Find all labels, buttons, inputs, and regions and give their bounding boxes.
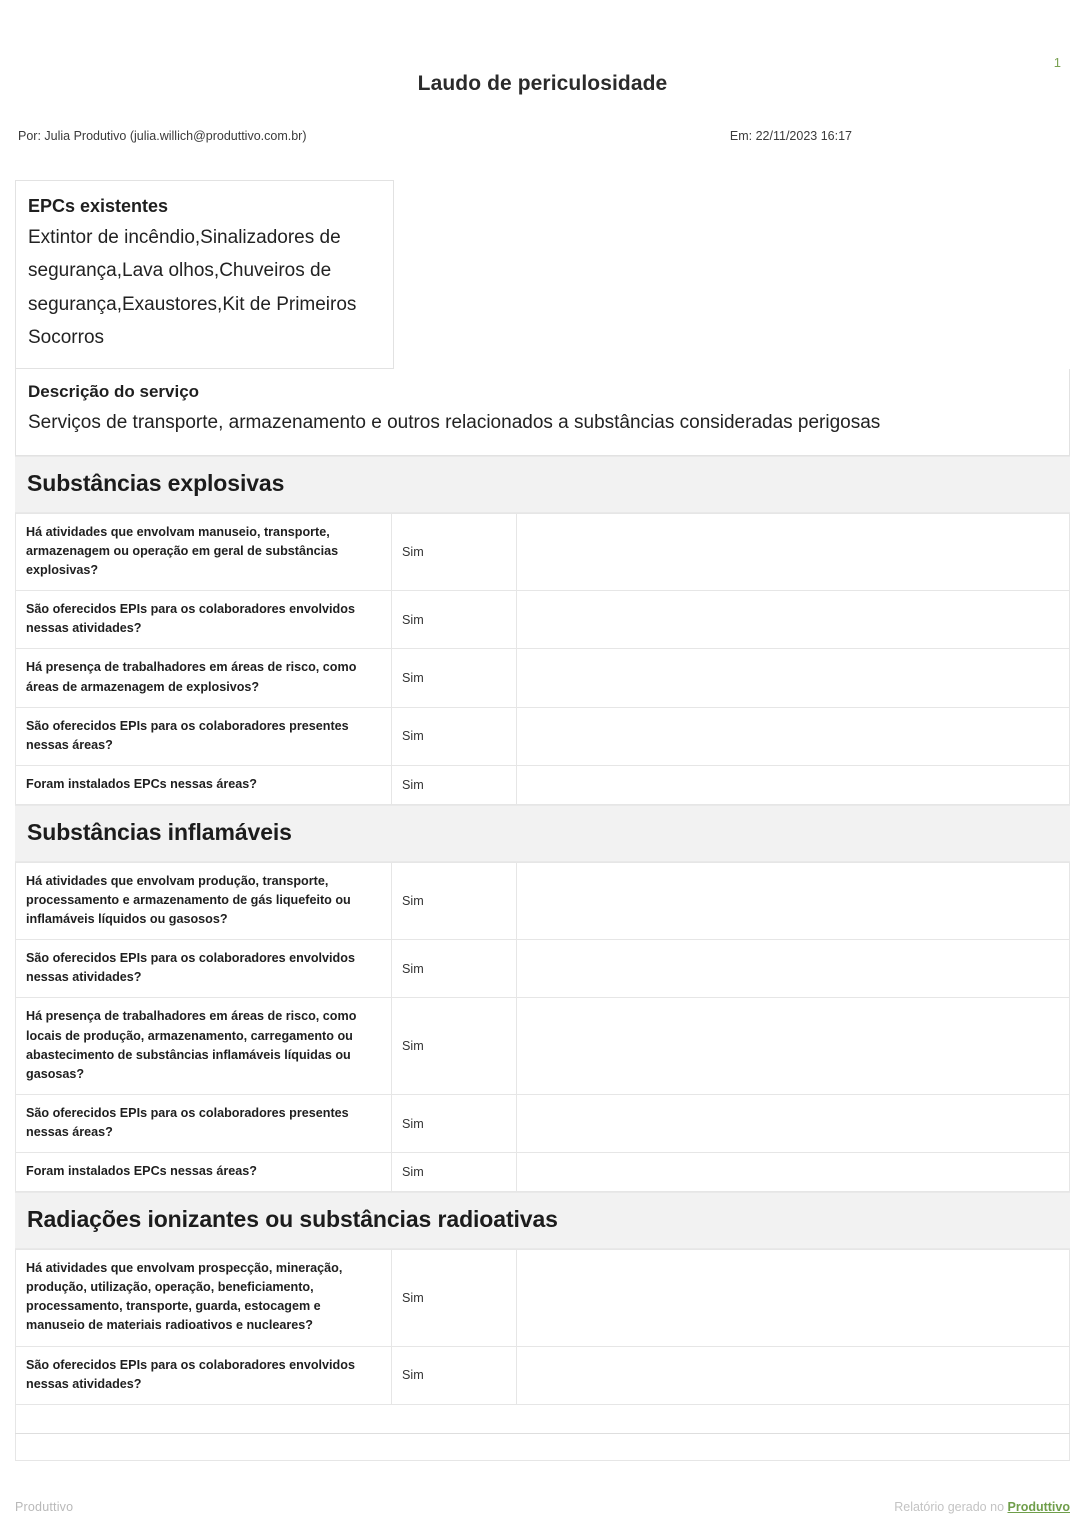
notes-cell [517,1153,1070,1192]
footer-produttivo-link[interactable]: Produttivo [1007,1500,1070,1514]
answer-cell: Sim [392,591,517,649]
table-row [16,940,1070,998]
footer-divider [15,1433,1070,1434]
answer-cell: Sim [392,766,517,805]
sections-container [15,456,1070,1405]
answer-cell: Sim [392,649,517,707]
notes-cell [517,862,1070,939]
footer-generated-prefix: Relatório gerado no [894,1500,1008,1514]
answer-cell: Sim [392,1250,517,1347]
epc-cell [16,181,394,369]
epc-label: EPCs existentes [28,196,169,216]
answer-cell: Sim [392,513,517,590]
section-title: Substâncias explosivas [27,470,285,497]
epc-value: Extintor de incêndio,Sinalizadores de segurança,Lava olhos,Chuveiros de segurança,Exaustores,Kit de Primeiros Socorros [28,227,357,348]
table-row [16,1346,1070,1404]
notes-cell [517,1095,1070,1153]
table-row [16,707,1070,765]
notes-cell [517,707,1070,765]
table-row [16,1095,1070,1153]
question-cell: São oferecidos EPIs para os colaboradores presentes nessas áreas? [16,707,392,765]
epc-empty-cell [394,181,1071,369]
page-number: 1 [1053,55,1061,70]
question-cell: Há atividades que envolvam manuseio, transporte, armazenagem ou operação em geral de substâncias explosivas? [16,513,392,590]
question-cell: Foram instalados EPCs nessas áreas? [16,766,392,805]
question-cell: São oferecidos EPIs para os colaboradores envolvidos nessas atividades? [16,1346,392,1404]
section-title: Radiações ionizantes ou substâncias radioativas [27,1206,558,1233]
question-cell: São oferecidos EPIs para os colaboradores envolvidos nessas atividades? [16,591,392,649]
section-title: Substâncias inflamáveis [27,819,292,846]
table-row [16,862,1070,939]
question-cell: Há presença de trabalhadores em áreas de risco, como áreas de armazenagem de explosivos? [16,649,392,707]
table-row [16,998,1070,1095]
service-description-block [15,369,1070,456]
question-cell: São oferecidos EPIs para os colaboradores presentes nessas áreas? [16,1095,392,1153]
document-meta [0,96,1085,143]
document-content [0,180,1085,1461]
question-cell: Há presença de trabalhadores em áreas de risco, como locais de produção, armazenamento, carregamento ou abastecimento de substâncias inflamáveis líquidas ou gasosas? [16,998,392,1095]
table-row [16,1153,1070,1192]
section-header [15,456,1070,513]
footer-generated-note [894,1500,1070,1514]
question-answer-table [15,513,1070,805]
question-answer-table [15,1249,1070,1405]
question-cell: Há atividades que envolvam prospecção, mineração, produção, utilização, operação, beneficiamento, processamento, transporte, guarda, estocagem e manuseio de materiais radioativos e nucleares? [16,1250,392,1347]
question-answer-table [15,862,1070,1193]
table-row [16,181,1071,369]
table-row [16,591,1070,649]
table-row [16,513,1070,590]
question-cell: Foram instalados EPCs nessas áreas? [16,1153,392,1192]
notes-cell [517,940,1070,998]
question-cell: Há atividades que envolvam produção, transporte, processamento e armazenamento de gás liquefeito ou inflamáveis líquidos ou gasosos? [16,862,392,939]
answer-cell: Sim [392,940,517,998]
answer-cell: Sim [392,707,517,765]
service-description-label: Descrição do serviço [28,382,200,402]
notes-cell [517,1250,1070,1347]
author-line: Por: Julia Produtivo (julia.willich@produttivo.com.br) [18,129,307,143]
page-title: Laudo de periculosidade [417,72,668,95]
notes-cell [517,1346,1070,1404]
page-footer [15,1500,1070,1514]
notes-cell [517,513,1070,590]
footer-brand: Produttivo [15,1500,74,1514]
notes-cell [517,998,1070,1095]
section-header [15,805,1070,862]
notes-cell [517,649,1070,707]
table-row [16,766,1070,805]
date-line: Em: 22/11/2023 16:17 [729,129,852,143]
table-row [16,649,1070,707]
epc-table [15,180,1070,369]
section-header [15,1192,1070,1249]
answer-cell: Sim [392,862,517,939]
answer-cell: Sim [392,1346,517,1404]
answer-cell: Sim [392,1153,517,1192]
notes-cell [517,591,1070,649]
table-row [16,1250,1070,1347]
answer-cell: Sim [392,1095,517,1153]
question-cell: São oferecidos EPIs para os colaboradores envolvidos nessas atividades? [16,940,392,998]
notes-cell [517,766,1070,805]
service-description-value: Serviços de transporte, armazenamento e outros relacionados a substâncias consideradas perigosas [28,411,881,433]
answer-cell: Sim [392,998,517,1095]
